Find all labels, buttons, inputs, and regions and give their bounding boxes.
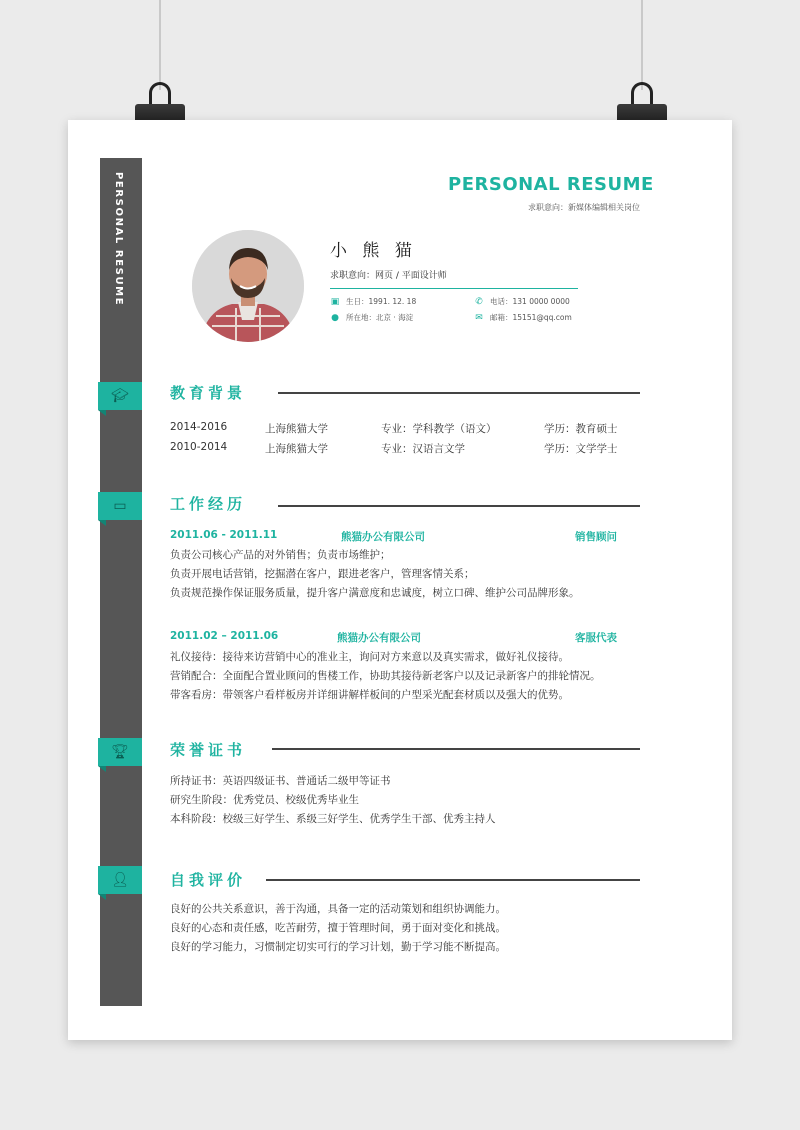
resume-title: PERSONAL RESUME [448,174,654,195]
location-info [330,312,413,323]
job-role: 销售顾问 [575,531,617,543]
email-text: 邮箱：15151@qq.com [490,313,572,322]
self-eval-line: 良好的心态和责任感，吃苦耐劳，擅于管理时间，勇于面对变化和挑战。 [170,922,506,934]
graduation-cap-icon: 🎓︎ [111,388,129,404]
job-desc-line: 营销配合：全面配合置业顾问的售楼工作，协助其接待新老客户以及记录新客户的排轮情况。 [170,670,601,682]
education-title: 教育背景 [170,384,247,402]
self-eval-line: 良好的学习能力，习惯制定切实可行的学习计划，勤于学习能不断提高。 [170,941,506,953]
phone-icon: ✆ [475,296,483,307]
edu-school: 上海熊猫大学 [265,423,328,435]
resume-paper [68,120,732,1040]
location-pin-icon: ● [331,312,339,323]
hanging-wire-left [159,0,161,90]
person-icon: 👤︎ [111,872,129,888]
phone-text: 电话：131 0000 0000 [490,297,570,306]
calendar-icon: ▣ [330,296,340,307]
job-company: 熊猫办公有限公司 [337,632,421,644]
job-objective: 求职意向：网页 / 平面设计师 [330,271,447,281]
job-desc-line: 负责开展电话营销，挖掘潜在客户，跟进老客户，管理客情关系； [170,568,475,580]
vertical-title: PERSONAL RESUME [113,172,124,307]
job-company: 熊猫办公有限公司 [341,531,425,543]
job-period: 2011.06 - 2011.11 [170,529,278,541]
self-eval-line: 良好的公共关系意识，善于沟通，具备一定的活动策划和组织协调能力。 [170,903,506,915]
job-role: 客服代表 [575,632,617,644]
edu-school: 上海熊猫大学 [265,443,328,455]
job-desc-line: 负责规范操作保证服务质量，提升客户满意度和忠诚度，树立口碑、维护公司品牌形象。 [170,587,580,599]
work-tab [98,492,142,520]
email-info [474,312,572,323]
edu-major: 专业：学科教学（语文） [381,423,497,435]
work-title: 工作经历 [170,495,247,513]
honors-tab [98,738,142,766]
phone-info [474,296,570,307]
work-divider [278,505,640,507]
self-eval-title: 自我评价 [170,871,247,889]
person-name: 小 熊 猫 [330,241,417,261]
job-desc-line: 礼仪接待：接待来访营销中心的准业主，询问对方来意以及真实需求，做好礼仪接待。 [170,651,569,663]
edu-degree: 学历：文学学士 [544,443,618,455]
self-eval-tab [98,866,142,894]
honors-divider [272,748,640,750]
envelope-icon: ✉ [475,312,483,323]
location-text: 所在地：北京 · 海淀 [346,313,414,322]
edu-degree: 学历：教育硕士 [544,423,618,435]
honor-line: 本科阶段：校级三好学生、系级三好学生、优秀学生干部、优秀主持人 [170,813,496,825]
birthday-text: 生日：1991. 12. 18 [346,297,417,306]
honor-line: 所持证书：英语四级证书、普通话二级甲等证书 [170,775,391,787]
birthday-info [330,296,416,307]
edu-years: 2010-2014 [170,441,228,453]
trophy-icon: 🏆︎ [111,744,129,760]
avatar [192,230,304,342]
profile-divider [330,288,578,289]
honors-title: 荣誉证书 [170,741,247,759]
honor-line: 研究生阶段：优秀党员、校级优秀毕业生 [170,794,359,806]
job-period: 2011.02 – 2011.06 [170,630,279,642]
education-divider [278,392,640,394]
hanging-wire-right [641,0,643,90]
edu-major: 专业：汉语言文学 [381,443,465,455]
job-desc-line: 带客看房：带领客户看样板房并详细讲解样板间的户型采光配套材质以及强大的优势。 [170,689,569,701]
edu-years: 2014-2016 [170,421,228,433]
self-eval-divider [266,879,640,881]
education-tab [98,382,142,410]
resume-subtitle: 求职意向：新媒体编辑相关岗位 [528,203,640,212]
briefcase-icon: ▭ [113,498,127,514]
job-desc-line: 负责公司核心产品的对外销售；负责市场维护； [170,549,391,561]
